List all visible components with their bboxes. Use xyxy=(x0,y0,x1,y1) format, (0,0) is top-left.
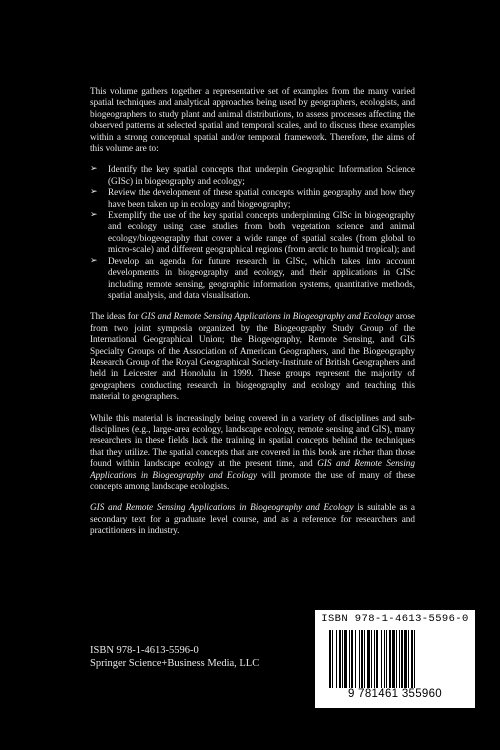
aim-text: Review the development of these spatial concepts within geography and how they have been taken up in ecology and biogeography; xyxy=(108,187,415,209)
while-paragraph xyxy=(90,413,415,493)
aims-list xyxy=(90,164,415,301)
suitable-rest: is suitable as a secondary text for a graduate level course, and as a reference for researchers and practitioners in industry. xyxy=(90,502,415,536)
intro-paragraph: This volume gathers together a representative set of examples from the many varied spatial techniques and analytical approaches being used by geographers, ecologists, and biogeographers to study plant and animal distributions, to assess processes affecting the observed patterns at selected spatial and temporal scales, and to discuss these examples within a strong conceptual spatial and/or temporal framework. Therefore, the aims of this volume are to: xyxy=(90,86,415,154)
suitable-paragraph xyxy=(90,502,415,536)
aim-item xyxy=(90,187,415,210)
barcode-isbn: ISBN 978-1-4613-5596-0 xyxy=(321,613,469,625)
aim-text: Exemplify the use of the key spatial concepts underpinning GISc in biogeography and ecology using case studies from both vegetation science and animal ecology/biogeography that cover a wide range of spatial scales (from global to micro-scale) and different geographical regions (from arctic to humid tropical); and xyxy=(108,210,415,255)
book-title-italic: GIS and Remote Sensing Applications in Biogeography and Ecology xyxy=(90,502,354,513)
barcode-bars-icon xyxy=(329,630,461,688)
arrow-bullet-icon: ➢ xyxy=(90,210,98,221)
book-title-italic: GIS and Remote Sensing Applications in Biogeography and Ecology xyxy=(90,458,415,480)
barcode xyxy=(315,610,475,708)
aim-item xyxy=(90,210,415,256)
ideas-paragraph xyxy=(90,311,415,402)
ideas-lead: The ideas for xyxy=(90,311,141,322)
while-rest: will promote the use of many of these concepts among landscape ecologists. xyxy=(90,469,415,491)
arrow-bullet-icon: ➢ xyxy=(90,187,98,198)
aim-item xyxy=(90,164,415,187)
aim-text: Identify the key spatial concepts that underpin Geographic Information Science (GISc) in biogeography and ecology; xyxy=(108,164,415,186)
ideas-rest: arose from two joint symposia organized by the Biogeography Study Group of the International Geographical Union; the Biogeography, Remote Sensing, and GIS Specialty Groups of the Association of American Geographers, and the Biogeography Research Group of the Royal Geographical Society-Institute of British Geographers and held in Leicester and Honolulu in 1999. These groups represent the majority of geographers conducting research in biogeography and ecology and teaching this material to geographers. xyxy=(90,311,415,402)
isbn-text: ISBN 978-1-4613-5596-0 xyxy=(90,645,199,656)
book-title-italic: GIS and Remote Sensing Applications in Biogeography and Ecology xyxy=(140,311,394,322)
while-lead: While this material is increasingly being covered in a variety of disciplines and sub-disciplines (e.g., large-area ecology, landscape ecology, remote sensing and GIS), many researchers in these fields lack the training in spatial concepts behind the techniques that they utilize. The spatial concepts that are covered in this book are richer than those found within landscape ecology at the present time, and xyxy=(90,412,415,469)
arrow-bullet-icon: ➢ xyxy=(90,255,98,266)
aim-text: Develop an agenda for future research in GISc, which takes into account developments in biogeography and ecology, and their applications in GISc including remote sensing, geographic information systems, quantitative methods, spatial analysis, and data visualisation. xyxy=(108,255,415,300)
arrow-bullet-icon: ➢ xyxy=(90,164,98,175)
blurb xyxy=(90,86,415,547)
publisher-name: Springer Science+Business Media, LLC xyxy=(90,658,260,669)
barcode-digits: 9 781461 355960 xyxy=(347,688,443,700)
publisher-info xyxy=(90,644,259,670)
aim-item xyxy=(90,256,415,302)
